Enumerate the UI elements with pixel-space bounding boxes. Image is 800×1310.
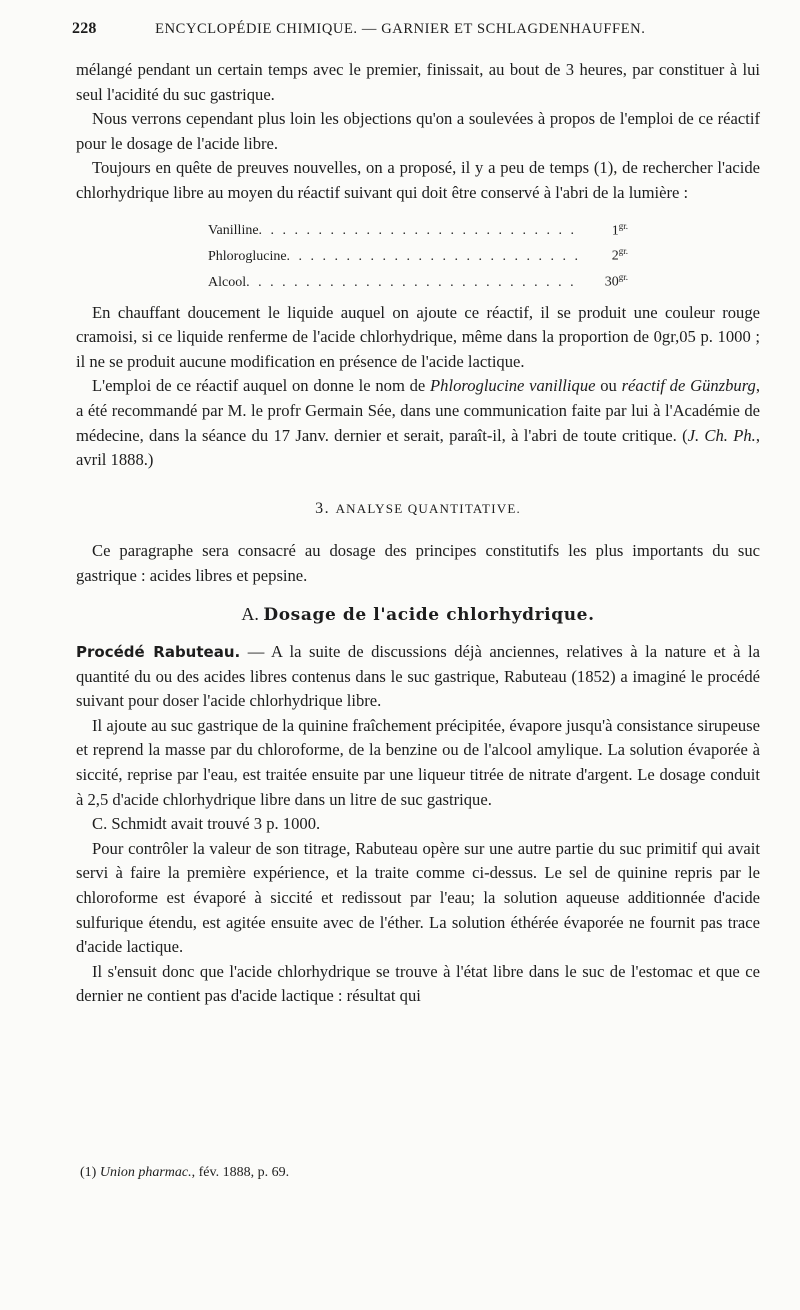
paragraph: Pour contrôler la valeur de son titrage, Rabuteau opère sur une autre partie du suc primitif qui avait servi à faire la première expérience, et la traite comme ci-dessus. Le sel de quinine repris par le chloroforme est évaporé à siccité et redissout par l'eau; la solution aqueuse additionnée d'acide sulfurique étendu, est agitée ensuite avec de l'éther. La solution éthérée évaporée ne fournit pas trace d'acide lactique.	[76, 838, 760, 957]
leader-dots	[287, 246, 582, 267]
section-title: ANALYSE QUANTITATIVE.	[335, 500, 521, 516]
body-text	[76, 58, 760, 1009]
paragraph: mélangé pendant un certain temps avec le premier, finissait, au bout de 3 heures, par constituer à lui seul l'acidité du suc gastrique.	[76, 60, 760, 104]
reagent-recipe	[208, 216, 628, 293]
recipe-row	[208, 267, 628, 293]
ingredient-quantity: $30^{gr.}$	[604, 271, 628, 290]
paragraph: Nous verrons cependant plus loin les objections qu'on a soulevées à propos de l'emploi de ce réactif pour le dosage de l'acide libre.	[76, 109, 760, 153]
ingredient-name: Alcool	[208, 274, 247, 290]
running-title: ENCYCLOPÉDIE CHIMIQUE. — GARNIER ET SCHLAGDENHAUFFEN.	[155, 21, 646, 37]
ingredient-name: Vanilline	[208, 223, 259, 239]
paragraph: Il ajoute au suc gastrique de la quinine fraîchement précipitée, évapore jusqu'à consistance sirupeuse et reprend la masse par du chloroforme, de la benzine ou de l'alcool amylique. La solution évaporée à siccité, reprise par l'eau, est traitée ensuite par une liqueur titrée de nitrate d'argent. Le dosage conduit à 2,5 d'acide chlorhydrique libre dans un litre de suc gastrique.	[76, 715, 760, 809]
footnote: (1) Union pharmac., fév. 1888, p. 69.	[80, 1165, 290, 1180]
paragraph: Procédé Rabuteau. — A la suite de discussions déjà anciennes, relatives à la nature et à la quantité du ou des acides libres contenus dans le suc gastrique, Rabuteau (1852) a imaginé le procédé suivant pour doser l'acide chlorhydrique libre.	[76, 642, 760, 711]
leader-dots	[259, 220, 582, 241]
ingredient-name: Phloroglucine	[208, 248, 287, 264]
procedure-name: Procédé Rabuteau.	[76, 643, 241, 662]
page-number: 228	[72, 20, 97, 37]
paragraph: C. Schmidt avait trouvé 3 p. 1000.	[92, 814, 321, 834]
paragraph: En chauffant doucement le liquide auquel on ajoute ce réactif, il se produit une couleur rouge cramoisi, si ce liquide renferme de l'acide chlorhydrique, même dans la proportion de 0gr,05 p. 1000 ; il ne se produit aucune modification en présence de l'acide lactique.	[76, 302, 760, 371]
paragraph: Il s'ensuit donc que l'acide chlorhydrique se trouve à l'état libre dans le suc de l'estomac et que ce dernier ne contient pas d'acide lactique : résultat qui	[76, 961, 760, 1006]
recipe-row	[208, 241, 628, 267]
section-heading	[76, 497, 760, 522]
paragraph: Toujours en quête de preuves nouvelles, on a proposé, il y a peu de temps (1), de rechercher l'acide chlorhydrique libre au moyen du réactif suivant qui doit être conservé à l'abri de la lumière :	[76, 158, 760, 202]
subsection-letter: A.	[241, 604, 259, 625]
running-header	[72, 20, 704, 38]
subsection-heading	[76, 602, 760, 628]
ingredient-quantity: $2^{gr.}$	[611, 246, 628, 264]
leader-dots	[246, 272, 582, 293]
footnote-source: Union pharmac.	[99, 1165, 192, 1180]
paragraph: L'emploi de ce réactif auquel on donne le nom de Phloroglucine vanillique ou réactif de Günzburg, a été recommandé par M. le profr Germain Sée, dans une communication faite par lui à l'Académie de médecine, dans la séance du 17 Janv. dernier et serait, paraît-il, à l'abri de toute critique. (J. Ch. Ph., avril 1888.)	[76, 376, 761, 470]
recipe-row	[208, 216, 628, 242]
paragraph: Ce paragraphe sera consacré au dosage des principes constitutifs les plus importants du suc gastrique : acides libres et pepsine.	[76, 541, 760, 585]
section-number: 3.	[315, 499, 331, 517]
ingredient-quantity: $1^{gr.}$	[611, 220, 628, 239]
subsection-title: Dosage de l'acide chlorhydrique.	[263, 605, 595, 626]
footnote-marker: (1)	[80, 1165, 97, 1180]
